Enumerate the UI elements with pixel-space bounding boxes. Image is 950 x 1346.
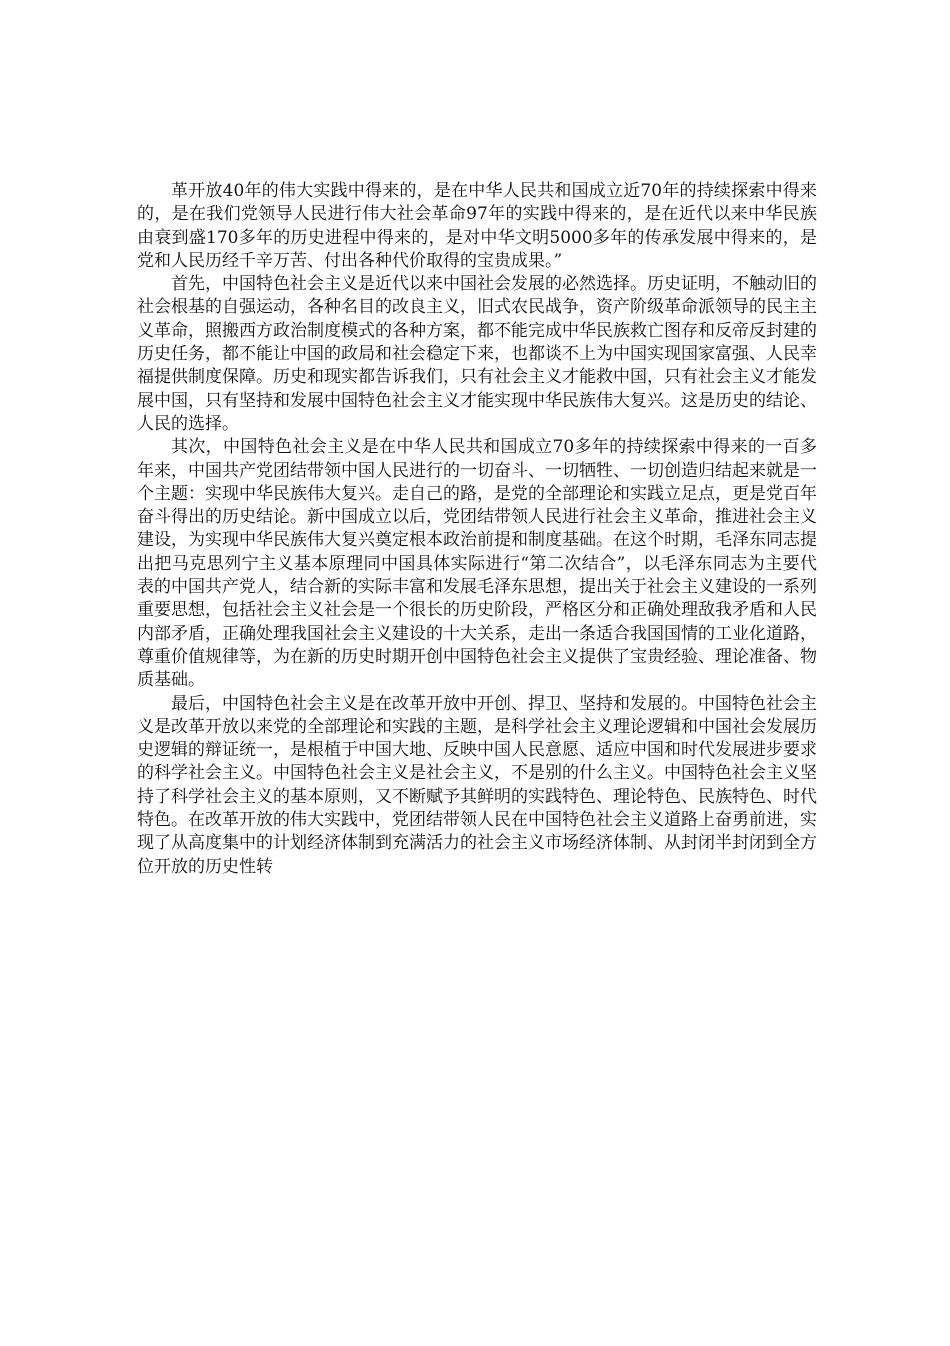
paragraph-1: 革开放40年的伟大实践中得来的，是在中华人民共和国成立近70年的持续探索中得来的，是在我们党领导人民进行伟大社会革命97年的实践中得来的，是在近代以来中华民族由衰到盛170多年的历史进程中得来的，是对中华文明5000多年的传承发展中得来的，是党和人民历经千辛万苦、付出各种代价取得的宝贵成果。” [137,181,817,271]
body-text [137,180,817,879]
paragraph-2: 首先，中国特色社会主义是近代以来中国社会发展的必然选择。历史证明，不触动旧的社会根基的自强运动，各种名目的改良主义，旧式农民战争，资产阶级革命派领导的民主主义革命，照搬西方政治制度模式的各种方案，都不能完成中华民族救亡图存和反帝反封建的历史任务，都不能让中国的政局和社会稳定下来，也都谈不上为中国实现国家富强、人民幸福提供制度保障。历史和现实都告诉我们，只有社会主义才能救中国，只有社会主义才能发展中国，只有坚持和发展中国特色社会主义才能实现中华民族伟大复兴。这是历史的结论、人民的选择。 [137,274,817,434]
paragraph-3: 其次，中国特色社会主义是在中华人民共和国成立70多年的持续探索中得来的一百多年来，中国共产党团结带领中国人民进行的一切奋斗、一切牺牲、一切创造归结起来就是一个主题：实现中华民族伟大复兴。走自己的路，是党的全部理论和实践立足点，更是党百年奋斗得出的历史结论。新中国成立以后，党团结带领人民进行社会主义革命，推进社会主义建设，为实现中华民族伟大复兴奠定根本政治前提和制度基础。在这个时期，毛泽东同志提出把马克思列宁主义基本原理同中国具体实际进行“第二次结合”，以毛泽东同志为主要代表的中国共产党人，结合新的实际丰富和发展毛泽东思想，提出关于社会主义建设的一系列重要思想，包括社会主义社会是一个很长的历史阶段，严格区分和正确处理敌我矛盾和人民内部矛盾，正确处理我国社会主义建设的十大关系，走出一条适合我国国情的工业化道路，尊重价值规律等，为在新的历史时期开创中国特色社会主义提供了宝贵经验、理论准备、物质基础。 [137,437,817,691]
paragraph-4: 最后，中国特色社会主义是在改革开放中开创、捍卫、坚持和发展的。中国特色社会主义是改革开放以来党的全部理论和实践的主题，是科学社会主义理论逻辑和中国社会发展历史逻辑的辩证统一，是根植于中国大地、反映中国人民意愿、适应中国和时代发展进步要求的科学社会主义。中国特色社会主义是社会主义，不是别的什么主义。中国特色社会主义坚持了科学社会主义的基本原则，又不断赋予其鲜明的实践特色、理论特色、民族特色、时代特色。在改革开放的伟大实践中，党团结带领人民在中国特色社会主义道路上奋勇前进，实现了从高度集中的计划经济体制到充满活力的社会主义市场经济体制、从封闭半封闭到全方位开放的历史性转 [137,693,817,877]
